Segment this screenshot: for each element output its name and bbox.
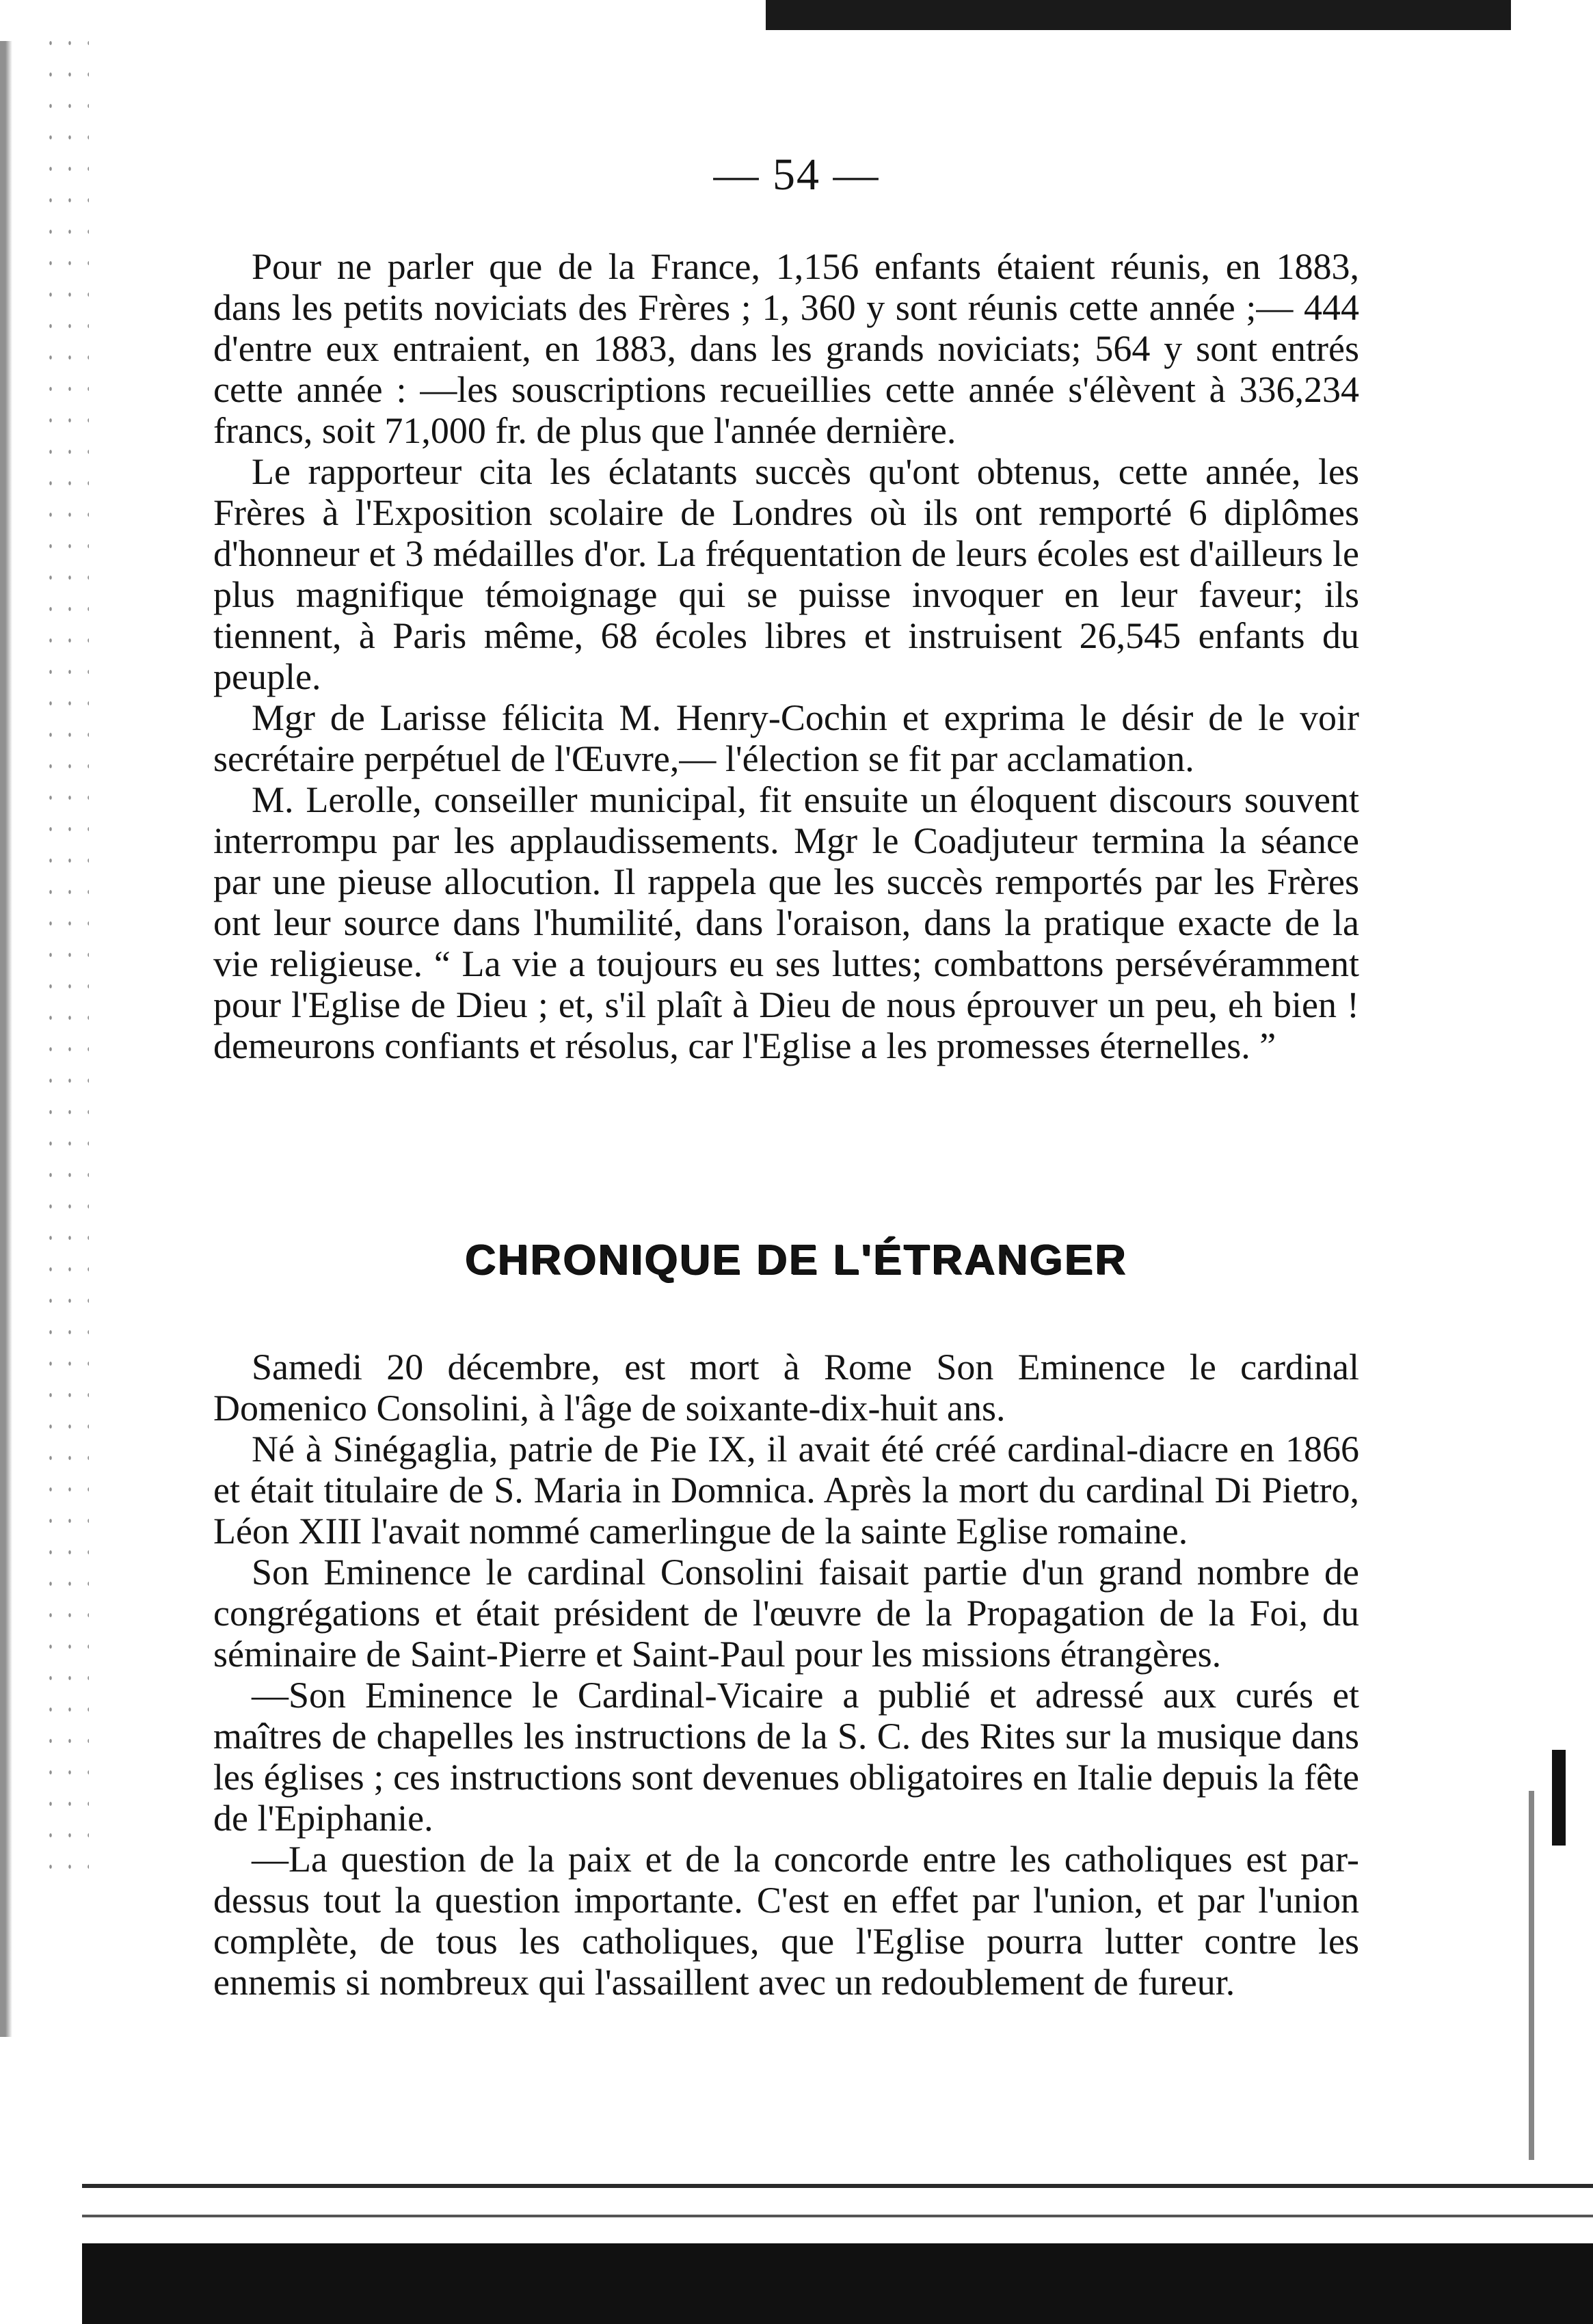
scan-right-margin-mark [1552, 1750, 1566, 1846]
paragraph: Mgr de Larisse félicita M. Henry-Cochin et exprima le désir de le voir secrétaire perpétuel de l'Œuvre,— l'élection se fit par acclamation. [213, 697, 1359, 779]
paragraph: Son Eminence le cardinal Consolini faisait partie d'un grand nombre de congrégations et était président de l'œuvre de la Propagation de la Foi, du séminaire de Saint-Pierre et Saint-Paul pour les missions étrangères. [213, 1552, 1359, 1675]
scan-left-margin-noise [41, 27, 89, 1873]
paragraph: Samedi 20 décembre, est mort à Rome Son Eminence le cardinal Domenico Consolini, à l'âge de soixante-dix-huit ans. [213, 1347, 1359, 1429]
paragraph: —La question de la paix et de la concorde entre les catholiques est par-dessus tout la question importante. C'est en effet par l'union, et par l'union complète, de tous les catholiques, que l'Eglise pourra lutter contre les ennemis si nombreux qui l'assaillent avec un redoublement de fureur. [213, 1839, 1359, 2003]
paragraph: —Son Eminence le Cardinal-Vicaire a publié et adressé aux curés et maîtres de chapelles les instructions de la S. C. des Rites sur la musique dans les églises ; ces instructions sont devenues obligatoires en Italie depuis la fête de l'Epiphanie. [213, 1675, 1359, 1839]
paragraph: Pour ne parler que de la France, 1,156 enfants étaient réunis, en 1883, dans les petits noviciats des Frères ; 1, 360 y sont réunis cette année ;— 444 d'entre eux entraient, en 1883, dans les grands noviciats; 564 y sont entrés cette année : —les souscriptions recueillies cette année s'élèvent à 336,234 francs, soit 71,000 fr. de plus que l'année dernière. [213, 246, 1359, 451]
paragraph: Né à Sinégaglia, patrie de Pie IX, il avait été créé cardinal-diacre en 1866 et était titulaire de S. Maria in Domnica. Après la mort du cardinal Di Pietro, Léon XIII l'avait nommé camerlingue de la sainte Eglise romaine. [213, 1429, 1359, 1552]
paragraph: Le rapporteur cita les éclatants succès qu'ont obtenus, cette année, les Frères à l'Exposition scolaire de Londres où ils ont remporté 6 diplômes d'honneur et 3 médailles d'or. La fréquentation de leurs écoles est d'ailleurs le plus magnifique témoignage qui se puisse invoquer en leur faveur; ils tiennent, à Paris même, 68 écoles libres et instruisent 26,545 enfants du peuple. [213, 451, 1359, 697]
footer-rule [82, 2215, 1593, 2217]
section-heading: CHRONIQUE DE L'ÉTRANGER [465, 1237, 1128, 1284]
paragraph: M. Lerolle, conseiller municipal, fit ensuite un éloquent discours souvent interrompu par les applaudissements. Mgr le Coadjuteur termina la séance par une pieuse allocution. Il rappela que les succès remportés par les Frères ont leur source dans l'humilité, dans l'oraison, dans la pratique exacte de la vie religieuse. “ La vie a toujours eu ses luttes; combattons persévéramment pour l'Eglise de Dieu ; et, s'il plaît à Dieu de nous éprouver un peu, eh bien ! demeurons confiants et résolus, car l'Eglise a les promesses éternelles. ” [213, 779, 1359, 1066]
page-number: — 54 — [713, 150, 880, 200]
scan-right-margin-mark [1529, 1791, 1534, 2160]
scan-left-edge [0, 41, 12, 2037]
body-text-section-two [213, 1347, 1359, 2003]
body-text-section-one [213, 246, 1359, 1066]
footer-rule [82, 2184, 1593, 2188]
scan-bottom-border [82, 2243, 1593, 2324]
scan-top-border [766, 0, 1511, 30]
